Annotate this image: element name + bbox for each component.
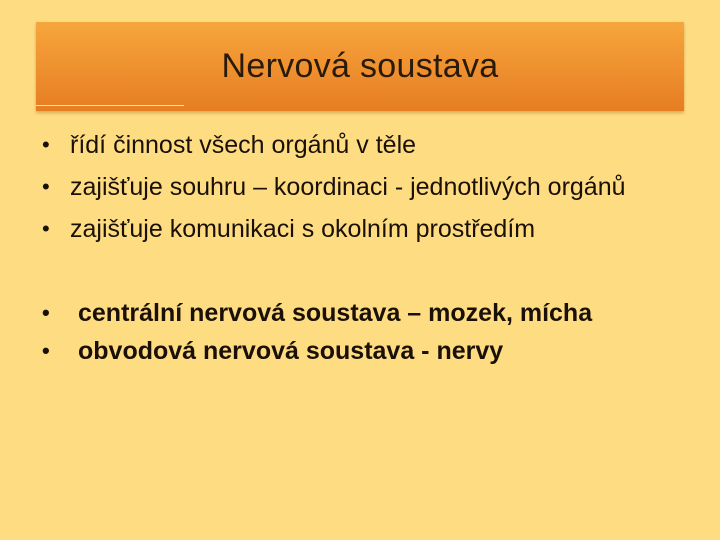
bullet-icon: • (42, 174, 50, 199)
bullet-icon: • (42, 216, 50, 241)
bullet-text: řídí činnost všech orgánů v těle (70, 131, 417, 159)
list-item (40, 130, 680, 160)
slide-title: Nervová soustava (221, 47, 499, 85)
list-item (40, 172, 680, 202)
bullet-icon: • (42, 132, 50, 157)
list-spacer (40, 256, 680, 298)
bullet-text: obvodová nervová soustava - nervy (78, 337, 504, 365)
list-item (40, 336, 680, 366)
bullet-icon: • (42, 300, 50, 325)
bullet-list (40, 130, 680, 374)
bullet-text: zajišťuje souhru – koordinaci - jednotlivých orgánů (70, 173, 626, 201)
list-item (40, 214, 680, 244)
list-item (40, 298, 680, 328)
bullet-text: centrální nervová soustava – mozek, mícha (78, 299, 593, 327)
bullet-text: zajišťuje komunikaci s okolním prostředím (70, 215, 536, 243)
bullet-icon: • (42, 338, 50, 363)
